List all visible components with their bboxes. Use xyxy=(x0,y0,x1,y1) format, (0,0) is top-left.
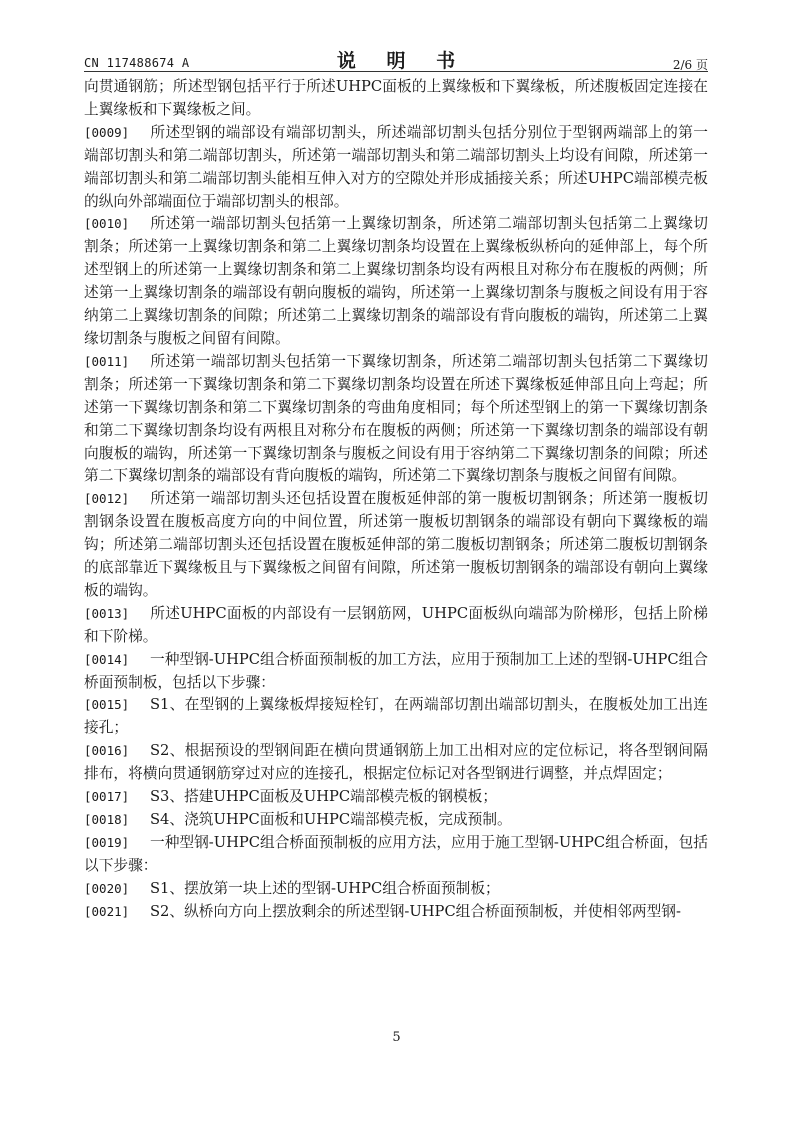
paragraph-0021 xyxy=(84,901,708,924)
paragraph-0010 xyxy=(84,213,708,350)
paragraph-0013 xyxy=(84,603,708,649)
paragraph-number: [0021] xyxy=(84,903,130,919)
document-title: 说 明 书 xyxy=(336,50,468,72)
paragraph-text: 所述第一端部切割头包括第一上翼缘切割条，所述第二端部切割头包括第二上翼缘切割条；所述第一上翼缘切割条和第二上翼缘切割条均设置在上翼缘板纵桥向的延伸部上，每个所述型钢上的所述第一上翼缘切割条和第二上翼缘切割条均设有两根且对称分布在腹板的两侧；所述第一上翼缘切割条的端部设有朝向腹板的端钩，所述第一上翼缘切割条与腹板之间设有用于容纳第二上翼缘切割条的间隙；所述第二上翼缘切割条的端部设有背向腹板的端钩，所述第二上翼缘切割条与腹板之间留有间隙。 xyxy=(84,215,708,347)
paragraph-number: [0011] xyxy=(84,353,130,369)
paragraph-text: 所述型钢的端部设有端部切割头，所述端部切割头包括分别位于型钢两端部上的第一端部切割头和第二端部切割头，所述第一端部切割头和第二端部切割头上均设有间隙，所述第一端部切割头和第二端部切割头能相互伸入对方的空隙处并形成插接关系；所述UHPC端部模壳板的纵向外部端面位于端部切割头的根部。 xyxy=(84,123,708,210)
paragraph-text: 向贯通钢筋；所述型钢包括平行于所述UHPC面板的上翼缘板和下翼缘板，所述腹板固定连接在上翼缘板和下翼缘板之间。 xyxy=(84,78,708,118)
paragraph-0012 xyxy=(84,488,708,603)
paragraph-0011 xyxy=(84,351,708,488)
page-number: 5 xyxy=(392,1030,401,1045)
paragraph-text: S4、浇筑UHPC面板和UHPC端部模壳板，完成预制。 xyxy=(150,811,512,828)
paragraph-0014 xyxy=(84,649,708,695)
paragraph-number: [0013] xyxy=(84,605,130,621)
page-header xyxy=(84,44,708,72)
paragraph-text: 一种型钢-UHPC组合桥面预制板的应用方法，应用于施工型钢-UHPC组合桥面，包括以下步骤： xyxy=(84,833,708,874)
paragraph-number: [0009] xyxy=(84,124,130,140)
paragraph-number: [0010] xyxy=(84,216,130,232)
paragraph-number: [0015] xyxy=(84,697,130,713)
paragraph-number: [0019] xyxy=(84,834,130,850)
document-number: CN 117488674 A xyxy=(84,56,190,70)
paragraph-number: [0012] xyxy=(84,491,130,507)
paragraph-0015 xyxy=(84,694,708,740)
paragraph-number: [0018] xyxy=(84,812,130,827)
paragraph-number: [0017] xyxy=(84,789,130,805)
paragraph-continuation xyxy=(84,76,708,122)
paragraph-number: [0014] xyxy=(84,651,130,667)
paragraph-text: 一种型钢-UHPC组合桥面预制板的加工方法，应用于预制加工上述的型钢-UHPC组合桥面预制板，包括以下步骤： xyxy=(84,650,708,691)
header-divider xyxy=(84,71,708,72)
paragraph-text: 所述第一端部切割头包括第一下翼缘切割条，所述第二端部切割头包括第二下翼缘切割条；所述第一下翼缘切割条和第二下翼缘切割条均设置在所述下翼缘板延伸部且向上弯起；所述第一下翼缘切割条和第二下翼缘切割条的弯曲角度相同；每个所述型钢上的第一下翼缘切割条和第二下翼缘切割条均设有两根且对称分布在腹板的两侧；所述第一下翼缘切割条的端部设有朝向腹板的端钩，所述第一下翼缘切割条与腹板之间设有用于容纳第二下翼缘切割条的间隙；所述第二下翼缘切割条的端部设有背向腹板的端钩，所述第二下翼缘切割条与腹板之间留有间隙。 xyxy=(84,352,708,485)
paragraph-text: S1、摆放第一块上述的型钢-UHPC组合桥面预制板； xyxy=(150,879,500,897)
paragraph-text: S2、根据预设的型钢间距在横向贯通钢筋上加工出相对应的定位标记，将各型钢间隔排布，将横向贯通钢筋穿过对应的连接孔，根据定位标记对各型钢进行调整，并点焊固定； xyxy=(84,742,708,783)
document-body xyxy=(84,76,708,924)
paragraph-text: 所述第一端部切割头还包括设置在腹板延伸部的第一腹板切割钢条；所述第一腹板切割钢条设置在腹板高度方向的中间位置，所述第一腹板切割钢条的端部设有朝向下翼缘板的端钩；所述第二端部切割头还包括设置在腹板延伸部的第二腹板切割钢条；所述第二腹板切割钢条的底部靠近下翼缘板且与下翼缘板之间留有间隙，所述第一腹板切割钢条的端部设有朝向上翼缘板的端钩。 xyxy=(84,490,708,599)
paragraph-number: [0020] xyxy=(84,880,130,896)
paragraph-0016 xyxy=(84,740,708,786)
paragraph-text: S1、在型钢的上翼缘板焊接短栓钉，在两端部切割出端部切割头，在腹板处加工出连接孔； xyxy=(84,696,708,737)
paragraph-0019 xyxy=(84,832,708,878)
paragraph-0018 xyxy=(84,809,708,832)
page-indicator: 2/6 页 xyxy=(672,58,708,72)
paragraph-0009 xyxy=(84,122,708,214)
paragraph-text: S2、纵桥向方向上摆放剩余的所述型钢-UHPC组合桥面预制板，并使相邻两型钢- xyxy=(150,902,681,920)
paragraph-0017 xyxy=(84,786,708,809)
paragraph-text: 所述UHPC面板的内部设有一层钢筋网，UHPC面板纵向端部为阶梯形，包括上阶梯和下阶梯。 xyxy=(84,604,708,645)
paragraph-number: [0016] xyxy=(84,743,130,759)
paragraph-text: S3、搭建UHPC面板及UHPC端部模壳板的钢模板； xyxy=(150,788,498,806)
paragraph-0020 xyxy=(84,878,708,901)
